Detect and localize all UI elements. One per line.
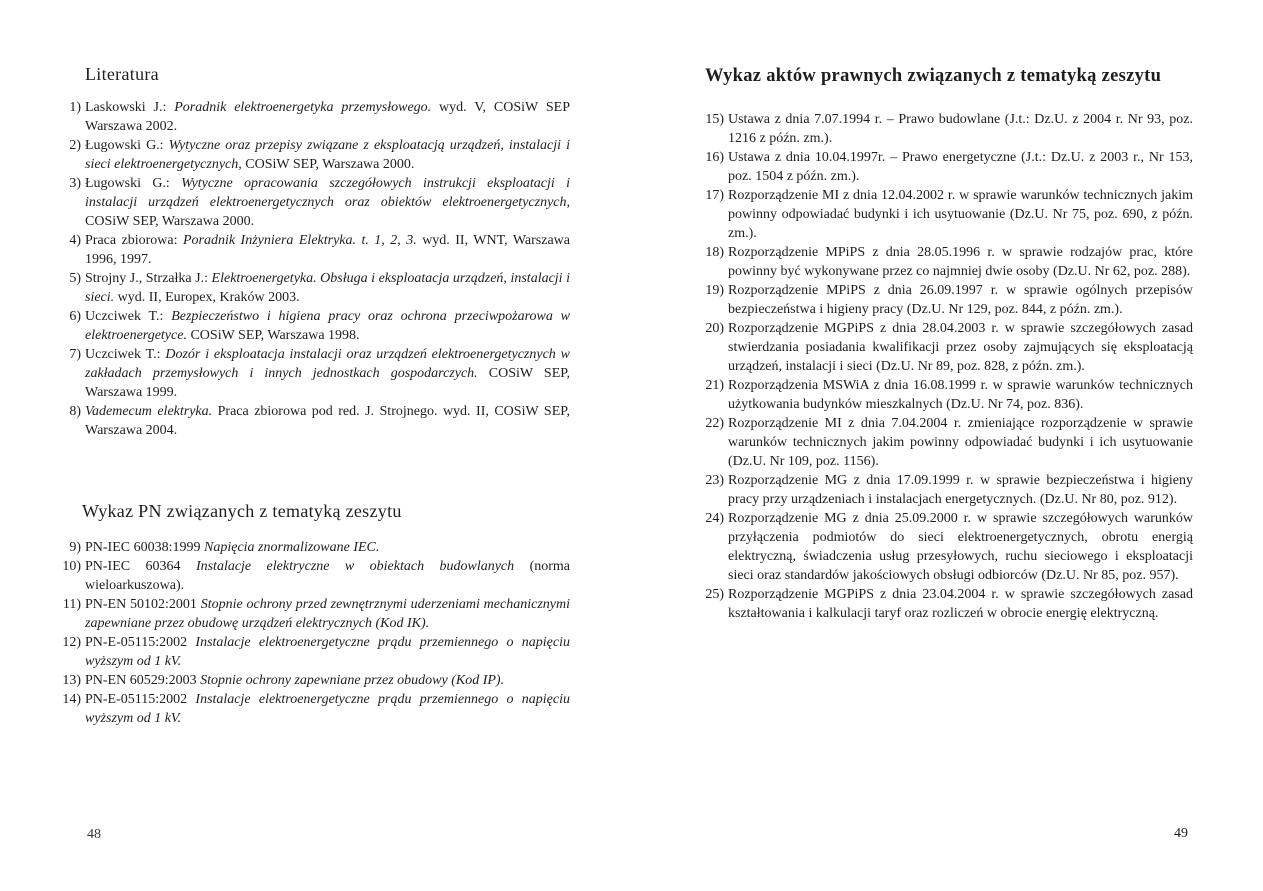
reference-publication: COSiW SEP, Warszawa 2000.	[241, 157, 415, 172]
reference-text	[85, 345, 570, 402]
legal-act-item	[700, 376, 1193, 414]
page-number-left: 48	[87, 827, 101, 842]
legal-act-number: 25)	[705, 587, 724, 602]
legal-act-number: 21)	[705, 378, 724, 393]
reference-text	[85, 633, 570, 671]
reference-publication: COSiW SEP, Warszawa 1999.	[85, 366, 570, 400]
reference-title: Wytyczne oraz przepisy związane z eksploatacją urządzeń, instalacji i sieci elektroenergetycznych,	[85, 138, 571, 172]
legal-act-item	[700, 585, 1193, 623]
legal-act-number: 20)	[705, 321, 724, 336]
reference-number: 1)	[69, 100, 81, 115]
reference-item	[57, 690, 570, 728]
reference-author: PN-E-05115:2002	[85, 692, 196, 707]
reference-title: Wytyczne opracowania szczegółowych instrukcji eksploatacji i instalacji urządzeń elektroenergetycznych oraz obiektów elektroenergetycznych,	[85, 176, 570, 210]
reference-publication: wyd. II, WNT, Warszawa 1996, 1997.	[85, 233, 570, 267]
legal-act-number: 22)	[705, 416, 724, 431]
left-page	[0, 0, 620, 891]
reference-author: Ługowski G.:	[85, 138, 169, 153]
reference-text	[85, 595, 570, 633]
reference-item	[57, 538, 570, 557]
reference-text	[85, 231, 570, 269]
reference-number: 2)	[69, 138, 81, 153]
reference-number: 10)	[62, 559, 81, 574]
reference-author: PN-IEC 60038:1999	[85, 540, 204, 555]
reference-item	[57, 557, 570, 595]
reference-title: Poradnik elektroenergetyka przemysłowego.	[174, 100, 432, 115]
page-number-right: 49	[1174, 826, 1188, 841]
legal-act-item	[700, 281, 1193, 319]
reference-item	[57, 345, 570, 402]
legal-act-number: 19)	[705, 283, 724, 298]
legal-act-item	[700, 110, 1193, 148]
reference-title: Vademecum elektryka.	[85, 404, 213, 419]
reference-publication: (norma wieloarkuszowa).	[85, 559, 570, 593]
legal-act-item	[700, 243, 1193, 281]
reference-number: 4)	[69, 233, 81, 248]
reference-author: PN-EN 60529:2003	[85, 673, 201, 688]
legal-act-text: Ustawa z dnia 10.04.1997r. – Prawo energetyczne (J.t.: Dz.U. z 2003 r., Nr 153, poz. 1504 z późn. zm.).	[728, 150, 1193, 184]
legal-act-item	[700, 319, 1193, 376]
legal-act-text: Rozporządzenie MG z dnia 25.09.2000 r. w sprawie szczegółowych warunków przyłączenia podmiotów do sieci elektroenergetycznych, obrotu energią elektryczną, świadczenia usług przesyłowych, ruchu sieciowego i eksploatacji sieci oraz standardów jakościowych obsługi odbiorców (Dz.U. Nr 85, poz. 957).	[728, 511, 1193, 583]
reference-number: 3)	[69, 176, 81, 191]
reference-author: Uczciwek T.:	[85, 347, 166, 362]
reference-title: Instalacje elektryczne w obiektach budowlanych	[195, 559, 515, 574]
legal-act-text: Rozporządzenie MGPiPS z dnia 23.04.2004 r. w sprawie szczegółowych zasad kształtowania i kalkulacji taryf oraz rozliczeń w obrocie energię elektryczną.	[728, 587, 1193, 621]
reference-text	[85, 136, 570, 174]
reference-number: 11)	[62, 597, 81, 612]
reference-item	[57, 671, 570, 690]
acts-list	[700, 110, 1193, 623]
reference-item	[57, 231, 570, 269]
reference-item	[57, 269, 570, 307]
reference-text	[85, 307, 570, 345]
legal-act-text: Rozporządzenie MI z dnia 12.04.2002 r. w sprawie warunków technicznych jakim powinny odpowiadać budynki i ich usytuowanie (Dz.U. Nr 75, poz. 690, z późn. zm.).	[728, 188, 1193, 241]
standards-heading: Wykaz PN związanych z tematyką zeszytu	[82, 501, 402, 521]
reference-publication: wyd. II, Europex, Kraków 2003.	[114, 290, 300, 305]
standards-list	[57, 538, 570, 728]
legal-act-number: 15)	[705, 112, 724, 127]
reference-author: PN-IEC 60364	[85, 559, 196, 574]
literature-heading: Literatura	[85, 64, 159, 84]
legal-act-number: 18)	[705, 245, 724, 260]
reference-text	[85, 402, 570, 440]
reference-item	[57, 595, 570, 633]
reference-publication: COSiW SEP, Warszawa 2000.	[85, 214, 255, 229]
reference-publication: COSiW SEP, Warszawa 1998.	[186, 328, 360, 343]
legal-act-text: Rozporządzenie MPiPS z dnia 28.05.1996 r. w sprawie rodzajów prac, które powinny być wykonywane przez co najmniej dwie osoby (Dz.U. Nr 62, poz. 288).	[728, 245, 1193, 279]
reference-item	[57, 633, 570, 671]
reference-author: PN-E-05115:2002	[85, 635, 196, 650]
reference-title: Dozór i eksploatacja instalacji oraz urządzeń elektroenergetycznych w zakładach przemysłowych i innych jednostkach gospodarczych.	[85, 347, 570, 381]
legal-act-text: Rozporządzenie MG z dnia 17.09.1999 r. w sprawie bezpieczeństwa i higieny pracy przy urządzeniach i instalacjach energetycznych. (Dz.U. Nr 80, poz. 912).	[728, 473, 1193, 507]
reference-text	[85, 269, 570, 307]
legal-act-text: Rozporządzenie MPiPS z dnia 26.09.1997 r. w sprawie ogólnych przepisów bezpieczeństwa i higieny pracy (Dz.U. Nr 129, poz. 844, z późn. zm.).	[728, 283, 1193, 317]
reference-author: Strojny J., Strzałka J.:	[85, 271, 212, 286]
reference-item	[57, 174, 570, 231]
reference-author: Laskowski J.:	[85, 100, 175, 115]
legal-act-text: Rozporządzenie MI z dnia 7.04.2004 r. zmieniające rozporządzenie w sprawie warunków technicznych jakim powinny odpowiadać budynki i ich usytuowanie (Dz.U. Nr 109, poz. 1156).	[728, 416, 1193, 469]
reference-title: Napięcia znormalizowane IEC.	[204, 540, 380, 555]
reference-title: Bezpieczeństwo i higiena pracy oraz ochrona przeciwpożarowa w elektroenergetyce.	[85, 309, 570, 343]
reference-text	[85, 538, 570, 557]
reference-title: Instalacje elektroenergetyczne prądu przemiennego o napięciu wyższym od 1 kV.	[85, 635, 570, 669]
legal-act-text: Ustawa z dnia 7.07.1994 r. – Prawo budowlane (J.t.: Dz.U. z 2004 r. Nr 93, poz. 1216 z późn. zm.).	[728, 112, 1193, 146]
reference-publication: wyd. V, COSiW SEP Warszawa 2002.	[85, 100, 571, 134]
reference-item	[57, 402, 570, 440]
reference-number: 8)	[69, 404, 81, 419]
reference-item	[57, 98, 570, 136]
reference-text	[85, 174, 570, 231]
reference-number: 9)	[69, 540, 81, 555]
legal-act-item	[700, 414, 1193, 471]
reference-text	[85, 671, 570, 690]
legal-act-number: 24)	[705, 511, 724, 526]
reference-number: 14)	[62, 692, 81, 707]
reference-title: Stopnie ochrony zapewniane przez obudowy (Kod IP).	[200, 673, 505, 688]
literature-list	[57, 98, 570, 440]
reference-text	[85, 557, 570, 595]
legal-act-item	[700, 186, 1193, 243]
reference-author: Praca zbiorowa:	[85, 233, 183, 248]
legal-act-text: Rozporządzenia MSWiA z dnia 16.08.1999 r. w sprawie warunków technicznych użytkowania budynków mieszkalnych (Dz.U. Nr 74, poz. 836).	[728, 378, 1193, 412]
reference-text	[85, 690, 570, 728]
reference-title: Stopnie ochrony przed zewnętrznymi uderzeniami mechanicznymi zapewniane przez obudowę urządzeń elektrycznych (Kod IK).	[85, 597, 570, 631]
legal-act-item	[700, 148, 1193, 186]
acts-heading: Wykaz aktów prawnych związanych z tematyką zeszytu	[705, 66, 1162, 86]
legal-act-number: 16)	[705, 150, 724, 165]
reference-publication: Praca zbiorowa pod red. J. Strojnego. wyd. II, COSiW SEP, Warszawa 2004.	[85, 404, 570, 438]
reference-item	[57, 307, 570, 345]
reference-number: 12)	[62, 635, 81, 650]
legal-act-number: 17)	[705, 188, 724, 203]
reference-item	[57, 136, 570, 174]
reference-title: Poradnik Inżyniera Elektryka. t. 1, 2, 3.	[182, 233, 417, 248]
reference-text	[85, 98, 570, 136]
legal-act-number: 23)	[705, 473, 724, 488]
reference-number: 5)	[69, 271, 81, 286]
legal-act-item	[700, 471, 1193, 509]
reference-title: Instalacje elektroenergetyczne prądu przemiennego o napięciu wyższym od 1 kV.	[85, 692, 570, 726]
reference-author: Uczciwek T.:	[85, 309, 172, 324]
reference-author: PN-EN 50102:2001	[85, 597, 201, 612]
reference-number: 13)	[62, 673, 81, 688]
reference-author: Ługowski G.:	[85, 176, 182, 191]
reference-number: 6)	[69, 309, 81, 324]
legal-act-text: Rozporządzenie MGPiPS z dnia 28.04.2003 r. w sprawie szczegółowych zasad stwierdzania posiadania kwalifikacji przez osoby zajmujących się eksploatacją urządzeń, instalacji i sieci (Dz.U. Nr 89, poz. 828, z późn. zm.).	[728, 321, 1193, 374]
legal-act-item	[700, 509, 1193, 585]
reference-number: 7)	[69, 347, 81, 362]
reference-title: Elektroenergetyka. Obsługa i eksploatacja urządzeń, instalacji i sieci.	[85, 271, 571, 305]
